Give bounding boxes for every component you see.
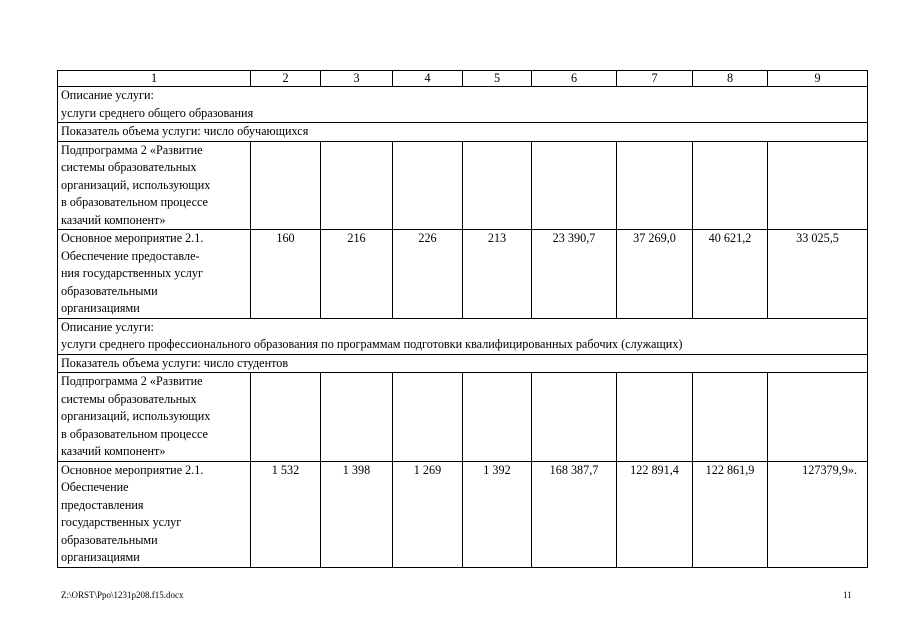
table-row [58,354,868,373]
table-header-row [58,71,868,87]
empty-cell [463,141,532,230]
header-cell: 1 [58,71,251,87]
empty-cell [321,141,393,230]
measure-line: образовательными [61,283,158,298]
subprogram-line: казачий компонент» [61,444,166,458]
table-row [58,373,868,462]
value-cell: 1 398 [321,461,393,567]
value-cell: 40 621,2 [693,230,768,319]
empty-cell [617,141,693,230]
subprogram-cell [58,141,251,230]
empty-cell [321,373,393,462]
measure-line: государственных услуг [61,515,182,529]
service-description-label: Описание услуги: [61,88,154,102]
empty-cell [393,373,463,462]
subprogram-line: в образовательном процессе [61,426,208,441]
subprogram-line: в образовательном процессе [61,195,208,209]
value-cell: 226 [393,230,463,319]
volume-indicator: Показатель объема услуги: число студентов [58,354,868,373]
empty-cell [251,373,321,462]
value-cell: 1 392 [463,461,532,567]
empty-cell [768,141,868,230]
table-row [58,123,868,142]
measure-line: организациями [61,301,140,315]
header-cell: 8 [693,71,768,87]
service-description-text: услуги среднего общего образования [61,105,254,120]
value-cell: 23 390,7 [532,230,617,319]
measure-line: образовательными [61,532,158,547]
empty-cell [251,141,321,230]
value-cell: 37 269,0 [617,230,693,319]
volume-indicator: Показатель объема услуги: число обучающихся [58,123,868,142]
measure-cell [58,230,251,319]
measure-line: организациями [61,550,140,564]
empty-cell [693,141,768,230]
measure-line: Обеспечение [61,480,129,494]
measure-line: Обеспечение предоставле- [61,248,200,263]
subprogram-line: системы образовательных [61,391,197,406]
table-row [58,230,868,319]
subprogram-cell [58,373,251,462]
empty-cell [532,373,617,462]
value-cell: 33 025,5 [768,230,868,319]
measure-line: ния государственных услуг [61,266,203,280]
empty-cell [532,141,617,230]
measure-cell [58,461,251,567]
value-cell: 122 891,4 [617,461,693,567]
header-cell: 3 [321,71,393,87]
subprogram-line: казачий компонент» [61,212,166,227]
empty-cell [617,373,693,462]
measure-line: Основное мероприятие 2.1. [61,462,204,477]
value-cell: 1 532 [251,461,321,567]
empty-cell [768,373,868,462]
empty-cell [693,373,768,462]
service-description-cell [58,87,868,123]
value-cell: 127379,9». [768,461,868,567]
value-cell: 216 [321,230,393,319]
empty-cell [463,373,532,462]
measure-line: предоставления [61,497,144,512]
value-cell: 1 269 [393,461,463,567]
subprogram-line: системы образовательных [61,160,197,174]
header-cell: 2 [251,71,321,87]
value-cell: 168 387,7 [532,461,617,567]
subprogram-line: Подпрограмма 2 «Развитие [61,142,203,157]
header-cell: 5 [463,71,532,87]
header-cell: 4 [393,71,463,87]
table-row [58,87,868,123]
value-cell: 160 [251,230,321,319]
header-cell: 9 [768,71,868,87]
value-cell: 213 [463,230,532,319]
empty-cell [393,141,463,230]
data-table [57,70,868,568]
footer-file-path: Z:\ORST\Ppo\1231p208.f15.docx [61,590,184,600]
service-description-text: услуги среднего профессионального образования по программам подготовки квалифицированных рабочих (служащих) [61,337,683,351]
header-cell: 7 [617,71,693,87]
header-cell: 6 [532,71,617,87]
table-row [58,141,868,230]
measure-line: Основное мероприятие 2.1. [61,231,204,245]
subprogram-line: Подпрограмма 2 «Развитие [61,374,203,388]
page-number: 11 [843,590,852,600]
table-row [58,318,868,354]
table-row [58,461,868,567]
subprogram-line: организаций, использующих [61,409,211,423]
subprogram-line: организаций, использующих [61,177,211,192]
service-description-cell [58,318,868,354]
value-cell: 122 861,9 [693,461,768,567]
service-description-label: Описание услуги: [61,319,154,334]
